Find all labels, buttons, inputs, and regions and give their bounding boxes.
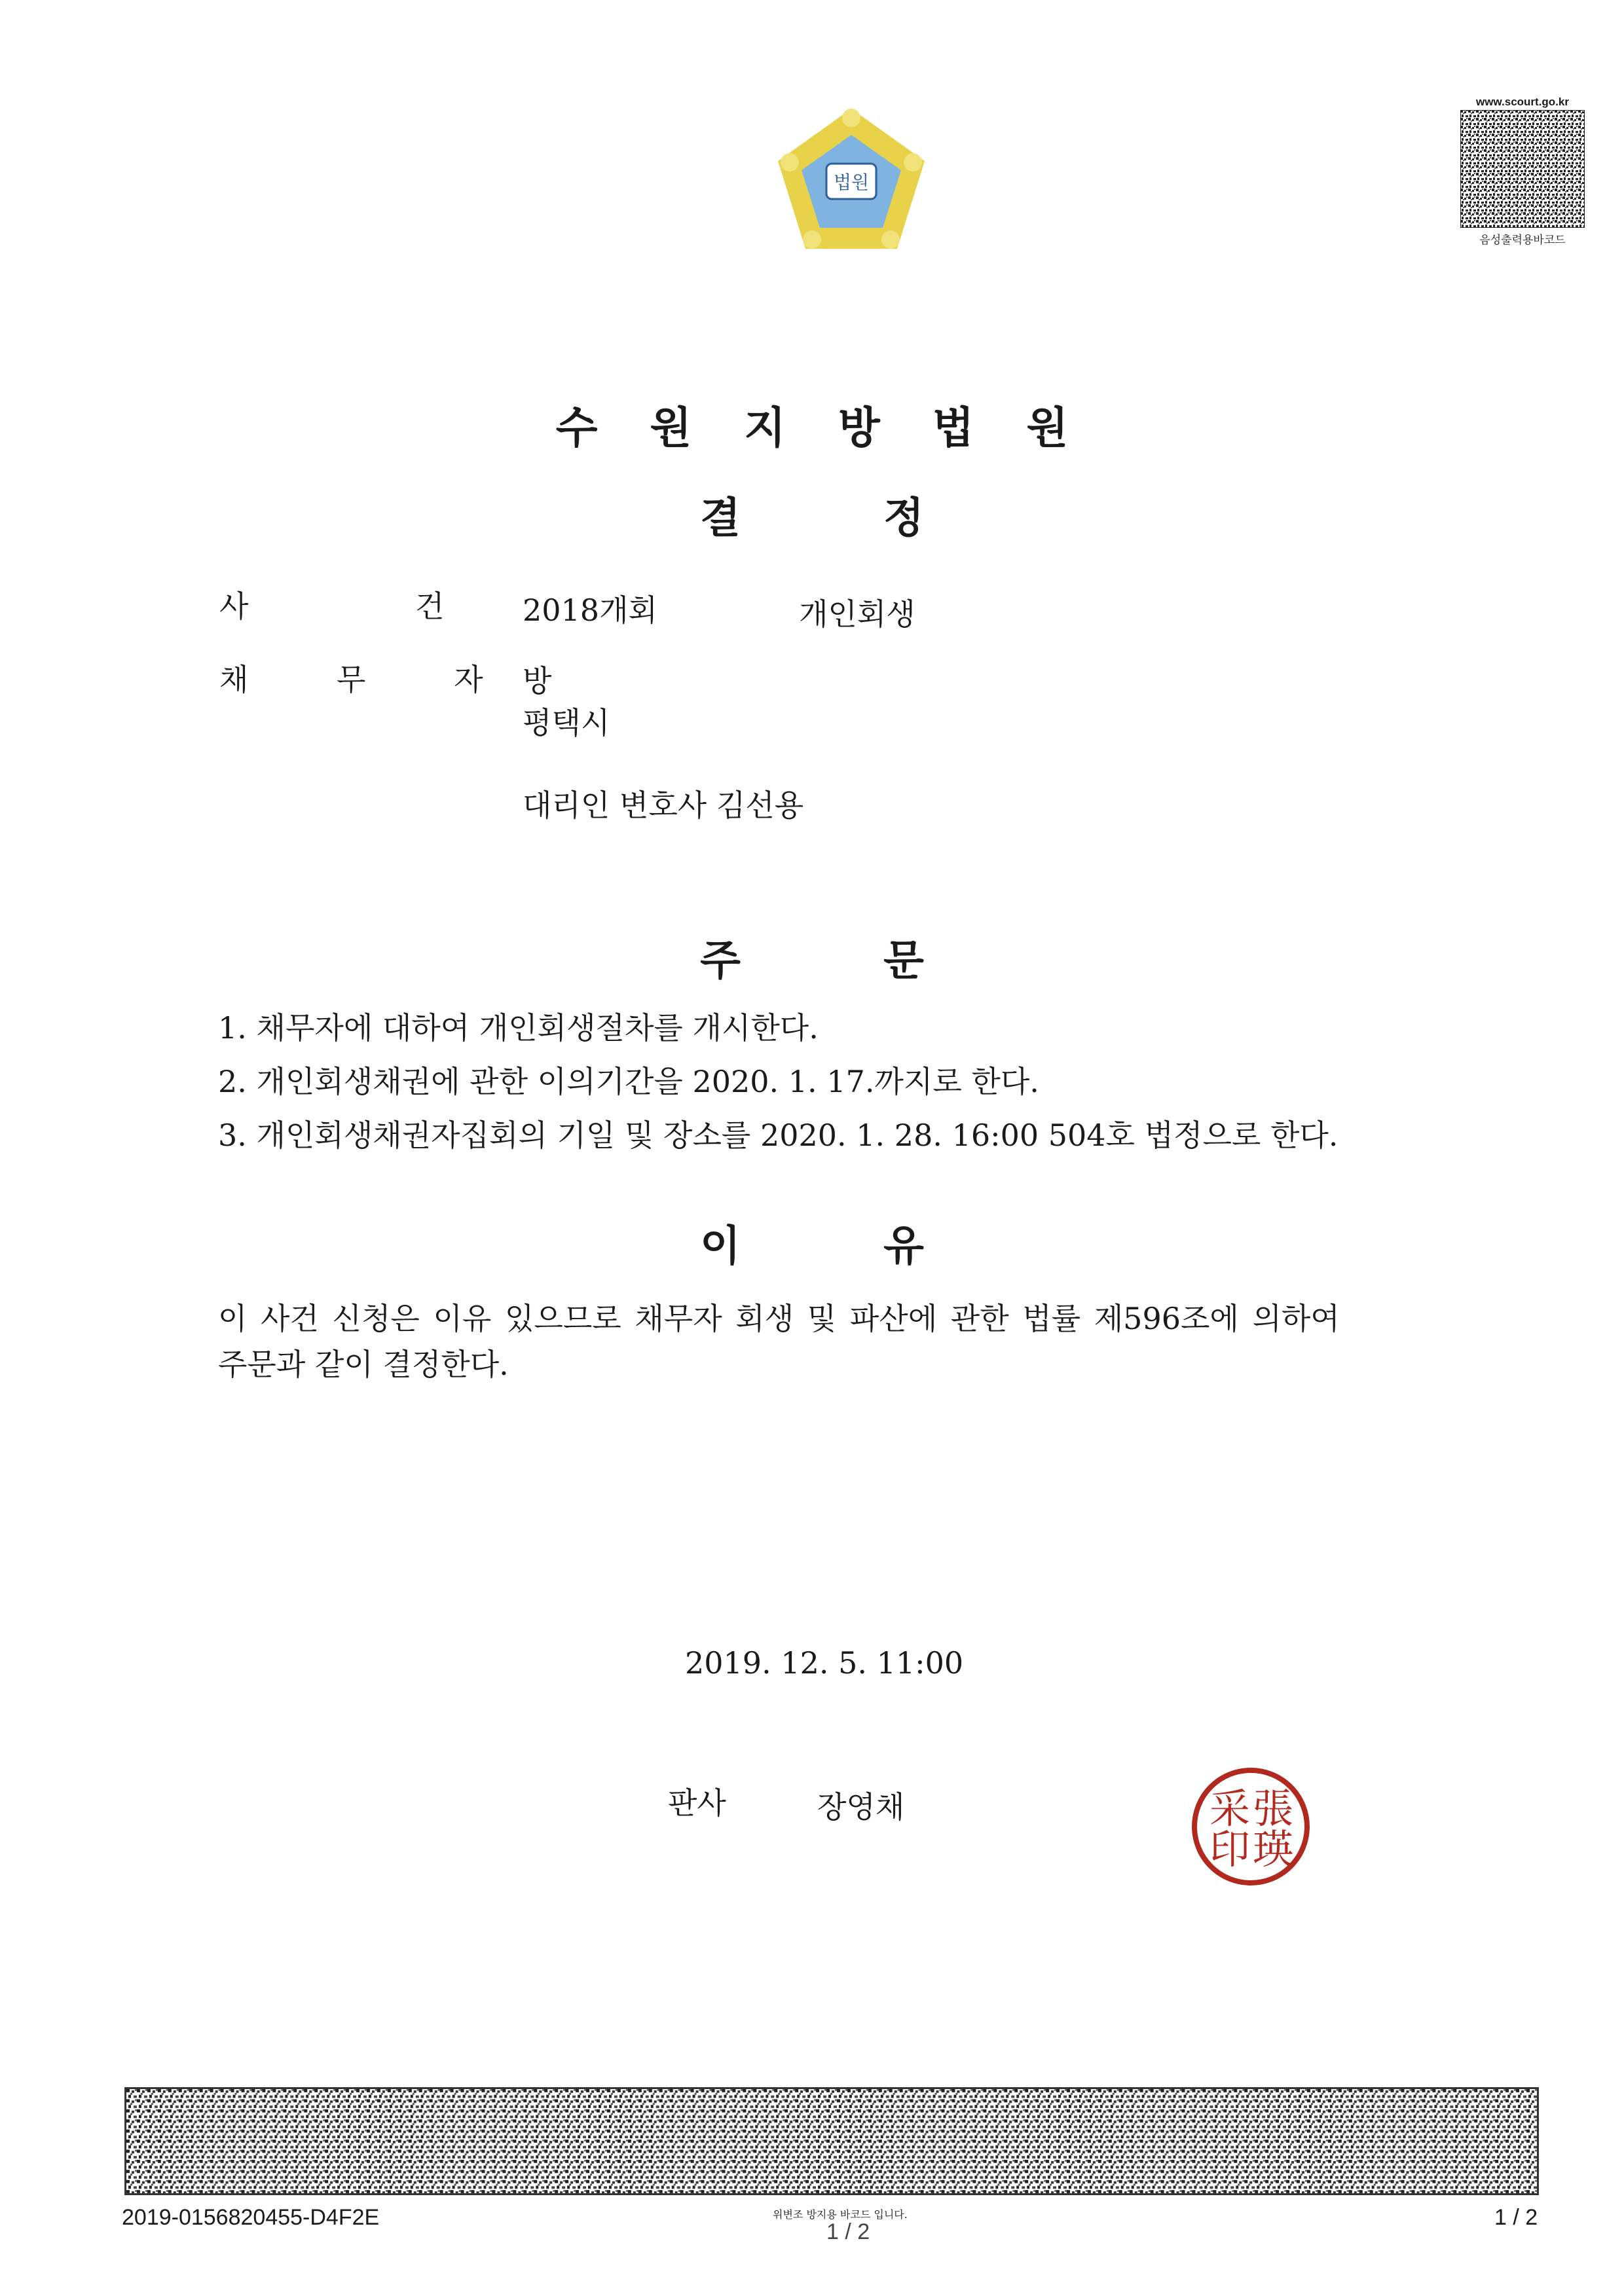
decision-date: 2019. 12. 5. 11:00 bbox=[685, 1645, 964, 1681]
seal-char: 采 bbox=[1209, 1785, 1251, 1832]
seal-char: 張 bbox=[1252, 1785, 1294, 1832]
judge-name: 장영채 bbox=[817, 1789, 905, 1825]
order-heading bbox=[0, 927, 1624, 987]
reason-heading-char: 유 bbox=[883, 1222, 924, 1271]
order-heading-char: 문 bbox=[883, 937, 924, 985]
order-item: 2. 개인회생채권에 관한 이의기간을 2020. 1. 17.까지로 한다. bbox=[218, 1064, 1039, 1099]
order-item: 1. 채무자에 대하여 개인회생절차를 개시한다. bbox=[218, 1010, 819, 1046]
case-type: 개인회생 bbox=[799, 596, 915, 632]
court-emblem-logo bbox=[773, 103, 930, 254]
reason-heading-char: 이 bbox=[700, 1222, 741, 1271]
reason-heading bbox=[0, 1212, 1624, 1273]
anti-forgery-barcode bbox=[124, 2087, 1539, 2195]
debtor-label: 채 무 자 bbox=[219, 662, 523, 697]
case-number: 2018개회 bbox=[523, 592, 657, 628]
judge-title: 판사 bbox=[668, 1785, 726, 1821]
document-title bbox=[0, 484, 1624, 545]
page-number-center: 1 / 2 bbox=[826, 2219, 870, 2244]
reason-text-line: 이 사건 신청은 이유 있으므로 채무자 회생 및 파산에 관한 법률 제596조에 의하여 bbox=[218, 1301, 1340, 1336]
emblem-text: 법원 bbox=[833, 172, 870, 193]
document-id: 2019-0156820455-D4F2E bbox=[122, 2205, 380, 2230]
judge-seal-stamp bbox=[1185, 1761, 1316, 1892]
reason-text-line: 주문과 같이 결정한다. bbox=[218, 1347, 509, 1382]
qr-url: www.scourt.go.kr bbox=[1475, 96, 1569, 108]
document-title-char: 정 bbox=[883, 494, 924, 543]
debtor-address: 평택시 bbox=[523, 705, 610, 740]
debtor-agent: 대리인 변호사 김선용 bbox=[523, 788, 804, 823]
case-label: 사 건 bbox=[219, 589, 523, 624]
document-title-char: 결 bbox=[700, 494, 741, 543]
debtor-name: 방 bbox=[523, 663, 552, 699]
court-name: 수원지방법원 bbox=[555, 403, 1121, 453]
order-heading-char: 주 bbox=[700, 937, 741, 985]
seal-char: 瑛 bbox=[1252, 1825, 1294, 1873]
qr-caption: 음성출력용바코드 bbox=[1479, 234, 1566, 247]
page-number-right: 1 / 2 bbox=[1494, 2205, 1538, 2230]
voice-output-barcode bbox=[1460, 110, 1585, 228]
order-item: 3. 개인회생채권자집회의 기일 및 장소를 2020. 1. 28. 16:00 504호 법정으로 한다. bbox=[218, 1118, 1338, 1153]
barcode-note: 위변조 방지용 바코드 입니다. bbox=[773, 2208, 908, 2221]
seal-char: 印 bbox=[1209, 1825, 1251, 1873]
